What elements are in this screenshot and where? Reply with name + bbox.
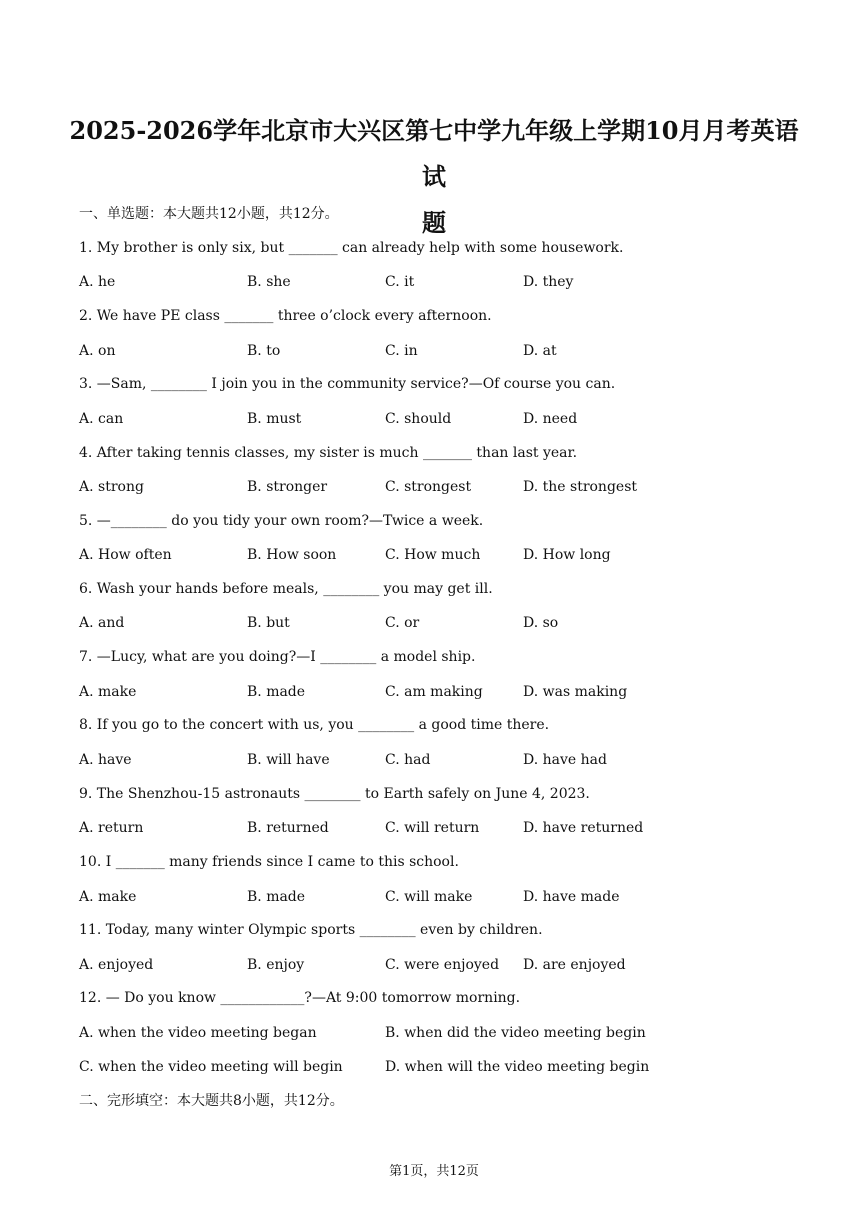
options-4	[79, 478, 799, 496]
option-a: A. strong	[79, 479, 144, 495]
title-line-1: 2025-2026学年北京市大兴区第七中学九年级上学期10月月考英语试	[69, 116, 799, 191]
question-7: 7. —Lucy, what are you doing?—I ________ a model ship.	[79, 649, 476, 665]
question-12: 12. — Do you know ____________?—At 9:00 tomorrow morning.	[79, 990, 521, 1006]
option-b: B. she	[247, 274, 291, 290]
option-a: A. when the video meeting began	[79, 1025, 317, 1041]
question-4: 4. After taking tennis classes, my sister is much _______ than last year.	[79, 445, 578, 461]
option-a: A. How often	[79, 547, 172, 563]
option-a: A. he	[79, 274, 116, 290]
option-a: A. return	[79, 820, 144, 836]
option-c: C. it	[385, 274, 415, 290]
option-c: C. were enjoyed	[385, 957, 500, 973]
option-d: D. are enjoyed	[523, 957, 626, 973]
option-b: B. when did the video meeting begin	[385, 1025, 646, 1041]
option-c: C. How much	[385, 547, 481, 563]
option-b: B. made	[247, 684, 306, 700]
option-d: D. they	[523, 274, 574, 290]
title-line-2: 题	[422, 208, 446, 237]
option-b: B. must	[247, 411, 302, 427]
option-b: B. enjoy	[247, 957, 305, 973]
section-heading-cloze: 二、完形填空：本大题共8小题，共12分。	[79, 1093, 344, 1109]
option-c: C. will make	[385, 889, 473, 905]
options-10	[79, 888, 799, 906]
options-8	[79, 751, 799, 769]
option-d: D. was making	[523, 684, 628, 700]
option-b: B. made	[247, 889, 306, 905]
question-5: 5. —________ do you tidy your own room?—Twice a week.	[79, 513, 484, 529]
option-a: A. and	[79, 615, 125, 631]
option-b: B. How soon	[247, 547, 337, 563]
question-11: 11. Today, many winter Olympic sports ________ even by children.	[79, 922, 543, 938]
options-12-row-1	[79, 1024, 799, 1042]
question-6: 6. Wash your hands before meals, ________ you may get ill.	[79, 581, 493, 597]
option-d: D. need	[523, 411, 578, 427]
question-3: 3. —Sam, ________ I join you in the community service?—Of course you can.	[79, 376, 616, 392]
option-c: C. when the video meeting will begin	[79, 1059, 343, 1075]
option-d: D. have had	[523, 752, 607, 768]
page-footer: 第1页，共12页	[389, 1164, 479, 1179]
option-a: A. have	[79, 752, 132, 768]
option-d: D. at	[523, 343, 557, 359]
option-a: A. can	[79, 411, 124, 427]
option-c: C. had	[385, 752, 431, 768]
option-a: A. enjoyed	[79, 957, 154, 973]
option-c: C. should	[385, 411, 452, 427]
option-b: B. returned	[247, 820, 329, 836]
options-12-row-2	[79, 1058, 799, 1076]
question-1: 1. My brother is only six, but _______ can already help with some housework.	[79, 240, 624, 256]
options-1	[79, 273, 799, 291]
option-d: D. the strongest	[523, 479, 638, 495]
option-b: B. stronger	[247, 479, 328, 495]
option-a: A. make	[79, 889, 137, 905]
options-3	[79, 410, 799, 428]
option-d: D. when will the video meeting begin	[385, 1059, 650, 1075]
option-c: C. strongest	[385, 479, 472, 495]
option-d: D. How long	[523, 547, 611, 563]
question-2: 2. We have PE class _______ three o’clock every afternoon.	[79, 308, 492, 324]
option-b: B. but	[247, 615, 290, 631]
options-5	[79, 546, 799, 564]
options-11	[79, 956, 799, 974]
section-heading-single-choice: 一、单选题：本大题共12小题，共12分。	[79, 206, 339, 222]
option-c: C. or	[385, 615, 420, 631]
option-a: A. make	[79, 684, 137, 700]
question-10: 10. I _______ many friends since I came to this school.	[79, 854, 459, 870]
question-8: 8. If you go to the concert with us, you ________ a good time there.	[79, 717, 550, 733]
option-a: A. on	[79, 343, 116, 359]
option-c: C. will return	[385, 820, 480, 836]
option-c: C. in	[385, 343, 418, 359]
option-b: B. to	[247, 343, 281, 359]
options-7	[79, 683, 799, 701]
options-9	[79, 819, 799, 837]
option-c: C. am making	[385, 684, 483, 700]
question-9: 9. The Shenzhou-15 astronauts ________ to Earth safely on June 4, 2023.	[79, 786, 590, 802]
option-b: B. will have	[247, 752, 330, 768]
options-2	[79, 342, 799, 360]
options-6	[79, 614, 799, 632]
option-d: D. have returned	[523, 820, 644, 836]
exam-title	[60, 108, 808, 246]
option-d: D. have made	[523, 889, 620, 905]
option-d: D. so	[523, 615, 559, 631]
